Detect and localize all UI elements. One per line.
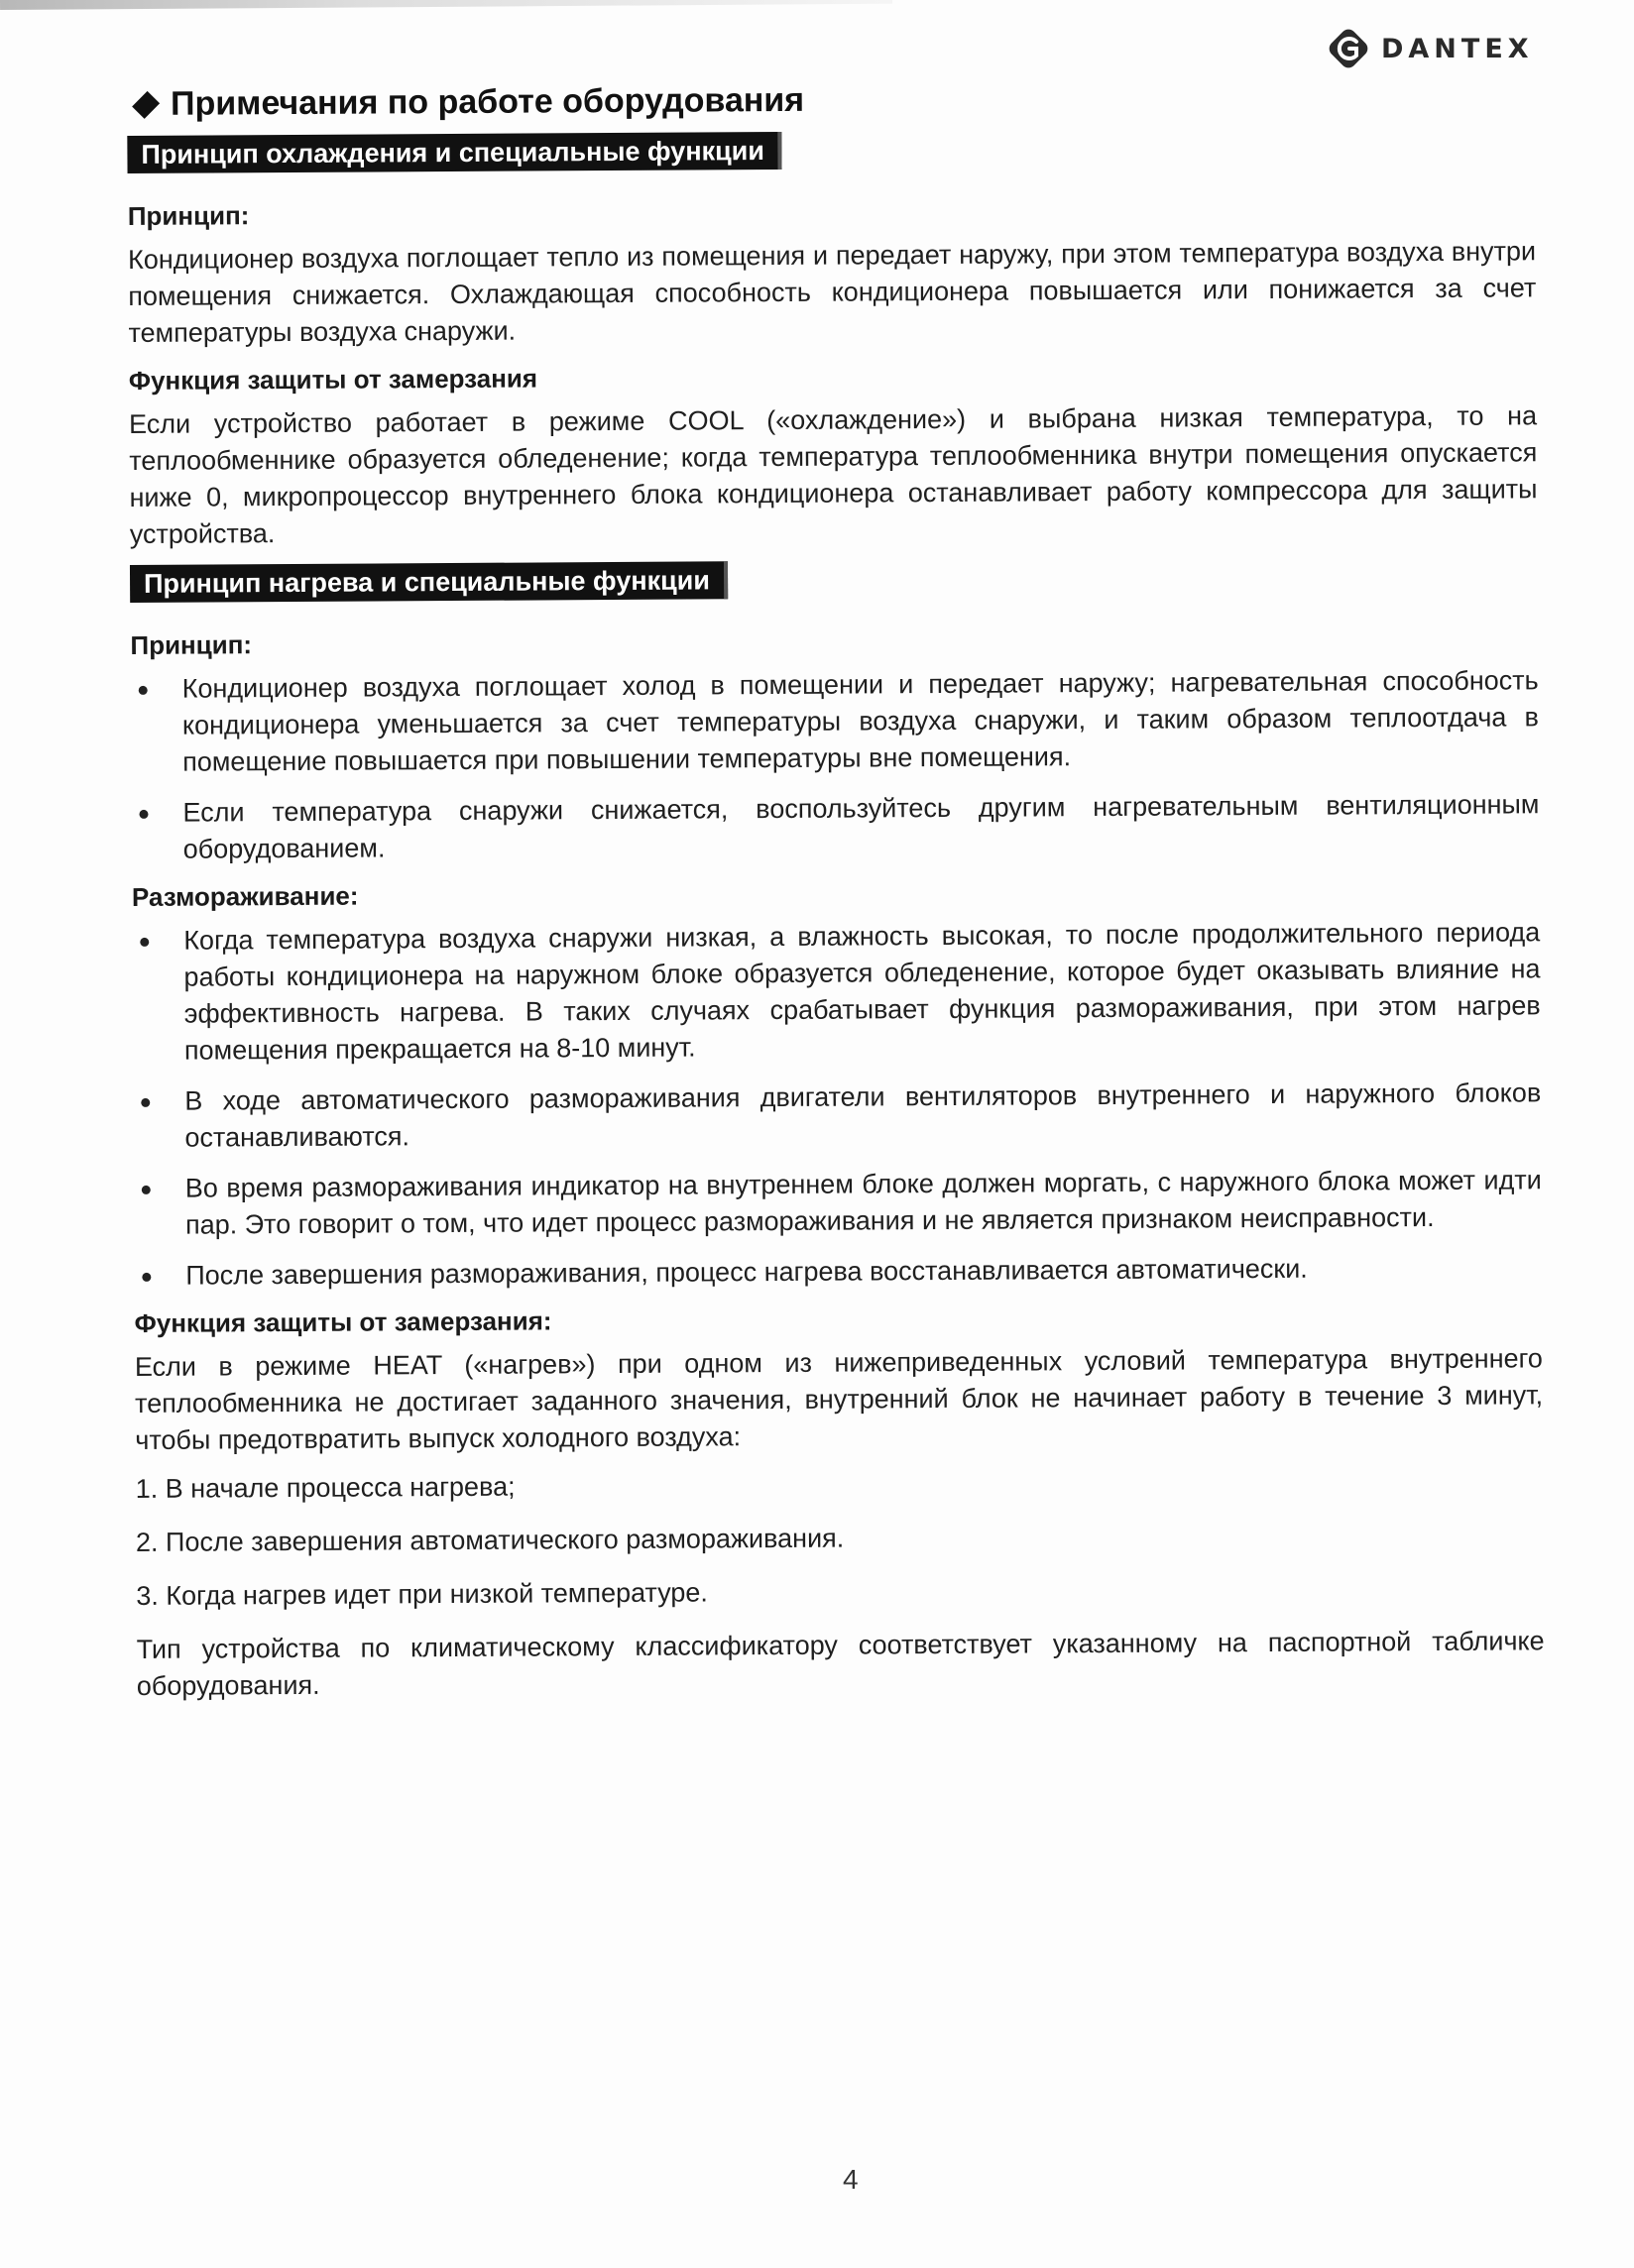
dantex-logo-icon <box>1324 24 1373 73</box>
brand-name: DANTEX <box>1381 33 1534 64</box>
condition-item: 3. Когда нагрев идет при низкой температуре. <box>136 1577 708 1611</box>
cooling-principle-heading: Принцип: <box>127 200 250 231</box>
bullet-icon <box>142 1186 151 1194</box>
climate-class-note: Тип устройства по климатическому классификатору соответствует указанному на паспортной табличке оборудования. <box>136 1626 1545 1701</box>
list-item <box>131 786 1539 868</box>
bullet-icon <box>140 938 149 947</box>
bullet-icon <box>142 1273 151 1282</box>
section-bar-heating: Принцип нагрева и специальные функции <box>130 561 728 603</box>
list-item-text: Во время размораживания индикатор на внутреннем блоке должен моргать, с наружного блока может идти пар. Это говорит о том, что идет процесс размораживания и не является признаком неисправности. <box>184 1165 1542 1240</box>
page-title-text: Примечания по работе оборудования <box>170 80 805 123</box>
list-item <box>134 1162 1542 1244</box>
bullet-icon <box>139 686 148 695</box>
heating-freeze-text: Если в режиме HEAT («нагрев») при одном из нижеприведенных условий температура внутреннего теплообменника не достигает заданного значения, внутренний блок не начинает работу в течение 3 минут, чтобы предотвратить выпуск холодного воздуха: <box>134 1343 1544 1455</box>
section-bar-cooling: Принцип охлаждения и специальные функции <box>127 132 782 173</box>
heating-principle-list <box>131 662 1540 868</box>
bullet-icon <box>139 810 148 819</box>
diamond-icon <box>132 90 160 118</box>
list-item <box>132 914 1541 1070</box>
heating-freeze-heading: Функция защиты от замерзания: <box>134 1305 552 1338</box>
list-item <box>133 1075 1541 1157</box>
list-item-text: В ходе автоматического размораживания двигатели вентиляторов внутреннего и наружного блоков останавливаются. <box>184 1077 1542 1153</box>
brand-logo <box>1324 24 1534 73</box>
heating-section <box>130 556 1545 1705</box>
bullet-icon <box>141 1098 150 1107</box>
cooling-section <box>127 127 1538 553</box>
list-item <box>134 1249 1542 1295</box>
list-item-text: Если температура снаружи снижается, воспользуйтесь другим нагревательным вентиляционным оборудованием. <box>182 789 1540 864</box>
cooling-principle-text: Кондиционер воздуха поглощает тепло из помещения и передает наружу, при этом температура воздуха внутри помещения снижается. Охлаждающая способность кондиционера повышается или понижается за счет температуры воздуха снаружи. <box>127 236 1537 348</box>
main-content <box>127 76 1545 1717</box>
page-title <box>135 76 1535 124</box>
condition-item: 1. В начале процесса нагрева; <box>135 1471 516 1504</box>
cooling-freeze-text: Если устройство работает в режиме COOL («охлаждение») и выбрана низкая температура, то на теплообменнике образуется обледенение; когда температура теплообменника внутри помещения опускается ниже 0, микропроцессор внутреннего блока кондиционера останавливает работу компрессора для защиты устройства. <box>128 400 1538 549</box>
heating-principle-heading: Принцип: <box>130 629 253 660</box>
list-item-text: Кондиционер воздуха поглощает холод в помещении и передает наружу; нагревательная способность кондиционера уменьшается за счет температуры воздуха снаружи, и таким образом теплоотдача в помещение повышается при повышении температуры вне помещения. <box>181 665 1540 777</box>
list-item <box>131 662 1540 781</box>
defrost-list <box>132 914 1542 1295</box>
list-item-text: Когда температура воздуха снаружи низкая, а влажность высокая, то после продолжительного периода работы кондиционера на наружном блоке образуется обледенение, которое будет оказывать влияние на эффективность нагрева. В таких случаях срабатывает функция размораживания, при этом нагрев помещения прекращается на 8-10 минут. <box>183 917 1541 1066</box>
cooling-freeze-heading: Функция защиты от замерзания <box>128 363 538 396</box>
list-item-text: После завершения размораживания, процесс нагрева восстанавливается автоматически. <box>185 1253 1308 1291</box>
scan-edge-shadow <box>0 0 892 10</box>
defrost-heading: Размораживание: <box>131 880 359 912</box>
condition-item: 2. После завершения автоматического размораживания. <box>135 1523 845 1557</box>
page-number: 4 <box>843 2164 859 2195</box>
